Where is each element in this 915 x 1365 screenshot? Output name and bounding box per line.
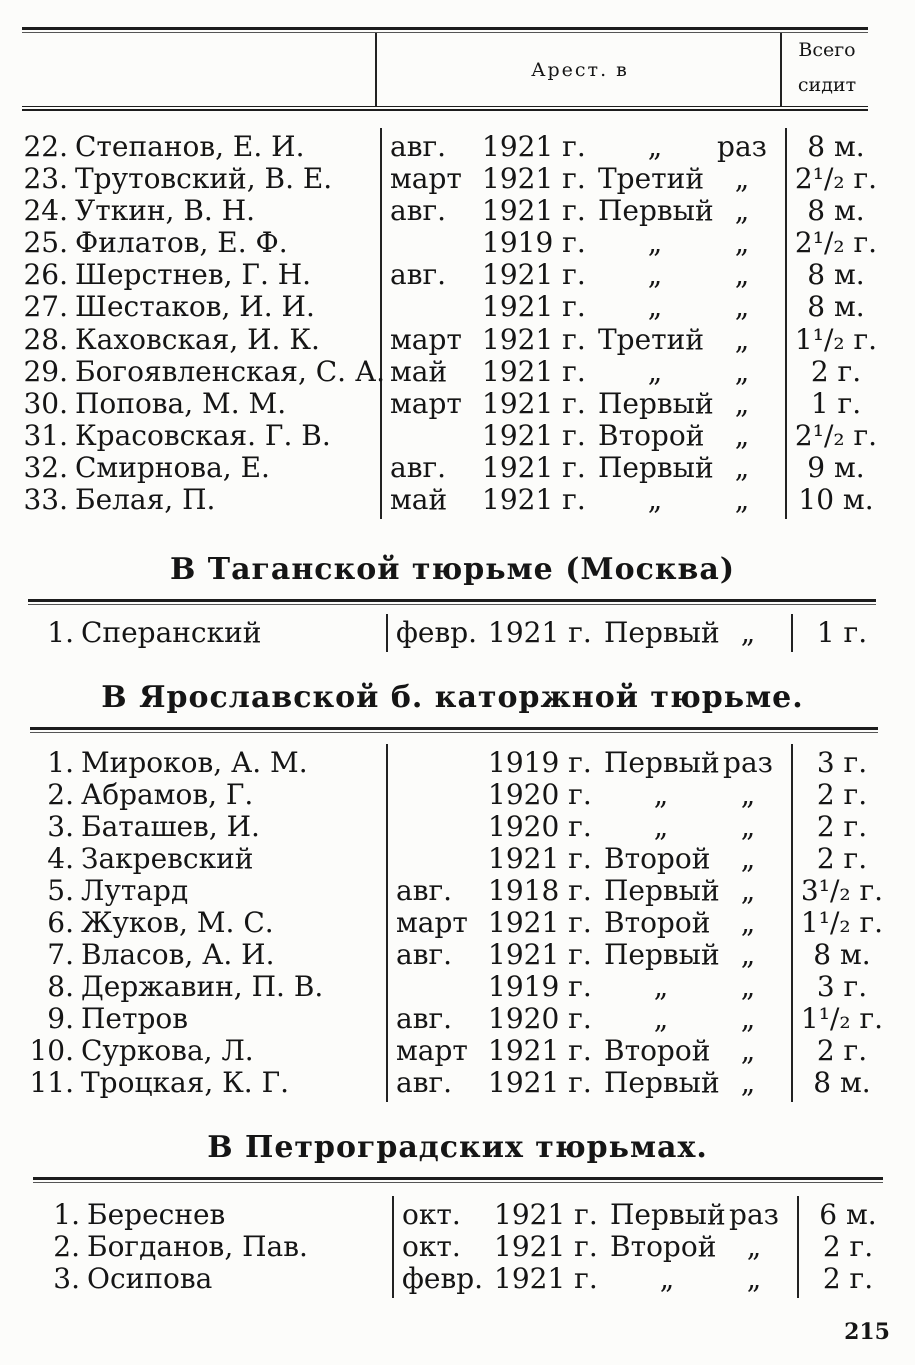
table-body <box>12 1199 902 1295</box>
column-divider <box>780 33 782 107</box>
cell-term: 2 г. <box>816 810 868 843</box>
cell-times: „ <box>740 1034 756 1067</box>
cell-year: 1921 г. <box>488 1066 592 1099</box>
cell-ordinal: „ <box>647 130 663 163</box>
cell-term: 1¹/₂ г. <box>800 1002 884 1035</box>
cell-ordinal: Первый <box>604 874 720 907</box>
cell-ordinal: „ <box>653 810 669 843</box>
cell-times: „ <box>740 938 756 971</box>
cell-times: „ <box>734 162 750 196</box>
cell-times: „ <box>740 874 756 907</box>
cell-num: 1. <box>53 1198 80 1231</box>
cell-year: 1921 г. <box>482 194 586 228</box>
cell-month: авг. <box>396 938 453 971</box>
cell-month: авг. <box>390 258 447 292</box>
cell-year: 1921 г. <box>482 418 586 452</box>
cell-term: 1 г. <box>816 616 868 649</box>
cell-ordinal: Первый <box>604 938 720 971</box>
cell-term: 1¹/₂ г. <box>794 322 878 356</box>
cell-num: 27. <box>23 290 68 324</box>
cell-month: авг. <box>390 450 447 484</box>
cell-month: май <box>390 354 448 388</box>
cell-ordinal: Третий <box>598 162 704 196</box>
horizontal-rule <box>28 599 876 602</box>
cell-times: „ <box>746 1230 762 1263</box>
horizontal-rule <box>28 604 876 605</box>
cell-name: Петров <box>81 1002 189 1035</box>
section-heading: В Петроградских тюрьмах. <box>207 1130 708 1165</box>
cell-year: 1921 г. <box>488 906 592 939</box>
table-row <box>0 452 890 484</box>
cell-term: 2 г. <box>816 1034 868 1067</box>
cell-name: Лутард <box>81 874 189 907</box>
cell-num: 26. <box>23 258 68 292</box>
table-row <box>6 811 896 843</box>
cell-term: 8 м. <box>807 194 865 228</box>
cell-ordinal: „ <box>653 970 669 1003</box>
cell-times: раз <box>717 130 767 163</box>
cell-num: 2. <box>53 1230 80 1263</box>
table-body <box>6 747 896 1099</box>
cell-year: 1921 г. <box>488 1034 592 1067</box>
cell-num: 23. <box>23 162 68 196</box>
cell-ordinal: Первый <box>598 194 714 228</box>
cell-term: 2 г. <box>822 1262 874 1295</box>
table-row <box>6 747 896 779</box>
cell-term: 1¹/₂ г. <box>800 906 884 939</box>
cell-num: 9. <box>47 1002 74 1035</box>
cell-ordinal: „ <box>647 483 663 517</box>
cell-num: 22. <box>23 130 68 163</box>
cell-term: 8 м. <box>807 130 865 163</box>
cell-num: 5. <box>47 874 74 907</box>
cell-times: „ <box>734 418 750 452</box>
cell-year: 1921 г. <box>482 258 586 292</box>
cell-num: 31. <box>23 418 68 452</box>
cell-month: март <box>390 162 462 196</box>
cell-times: „ <box>740 906 756 939</box>
table-row <box>0 227 890 259</box>
cell-name: Закревский <box>81 842 254 875</box>
cell-times: „ <box>734 290 750 324</box>
cell-times: „ <box>740 970 756 1003</box>
cell-name: Шестаков, И. И. <box>75 290 315 324</box>
cell-year: 1920 г. <box>488 1002 592 1035</box>
horizontal-rule <box>33 1177 883 1180</box>
table-row <box>0 420 890 452</box>
cell-year: 1919 г. <box>488 970 592 1003</box>
cell-ordinal: „ <box>653 1002 669 1035</box>
cell-term: 2 г. <box>816 842 868 875</box>
cell-term: 9 м. <box>807 450 865 484</box>
table-row <box>6 875 896 907</box>
cell-name: Смирнова, Е. <box>75 450 270 484</box>
cell-year: 1921 г. <box>482 354 586 388</box>
cell-num: 4. <box>47 842 74 875</box>
cell-times: раз <box>723 746 773 779</box>
cell-num: 32. <box>23 450 68 484</box>
cell-term: 2¹/₂ г. <box>794 226 878 260</box>
cell-times: „ <box>740 1002 756 1035</box>
total-column-header: сидит <box>797 74 857 96</box>
cell-month: авг. <box>390 194 447 228</box>
cell-name: Мироков, А. М. <box>81 746 308 779</box>
cell-ordinal: „ <box>653 778 669 811</box>
section-heading: В Ярославской б. каторжной тюрьме. <box>101 680 804 715</box>
cell-term: 1 г. <box>810 386 862 420</box>
cell-num: 25. <box>23 226 68 260</box>
cell-month: авг. <box>396 1066 453 1099</box>
cell-times: „ <box>740 778 756 811</box>
table-row <box>0 131 890 163</box>
cell-month: авг. <box>390 130 447 163</box>
horizontal-rule <box>30 727 878 730</box>
cell-num: 3. <box>47 810 74 843</box>
cell-name: Власов, А. И. <box>81 938 275 971</box>
cell-term: 2¹/₂ г. <box>794 418 878 452</box>
cell-times: „ <box>740 1066 756 1099</box>
cell-year: 1921 г. <box>482 386 586 420</box>
cell-name: Баташев, И. <box>81 810 260 843</box>
cell-name: Попова, М. М. <box>75 386 287 420</box>
cell-ordinal: Первый <box>604 746 720 779</box>
table-row <box>6 1003 896 1035</box>
cell-ordinal: Второй <box>604 842 711 875</box>
cell-term: 8 м. <box>807 258 865 292</box>
cell-year: 1921 г. <box>488 938 592 971</box>
cell-ordinal: Второй <box>610 1230 717 1263</box>
table-row <box>6 843 896 875</box>
cell-name: Троцкая, К. Г. <box>81 1066 290 1099</box>
cell-month: окт. <box>402 1230 461 1263</box>
cell-year: 1918 г. <box>488 874 592 907</box>
cell-month: март <box>396 906 468 939</box>
cell-month: окт. <box>402 1198 461 1231</box>
horizontal-rule <box>22 106 868 107</box>
horizontal-rule <box>22 109 868 111</box>
cell-name: Белая, П. <box>75 483 216 517</box>
cell-ordinal: Первый <box>598 386 714 420</box>
cell-month: февр. <box>396 616 478 649</box>
cell-ordinal: Первый <box>610 1198 726 1231</box>
horizontal-rule <box>22 27 868 30</box>
cell-times: „ <box>740 616 756 649</box>
cell-num: 28. <box>23 322 68 356</box>
total-column-header: Всего <box>798 39 856 61</box>
cell-times: раз <box>729 1198 779 1231</box>
cell-term: 8 м. <box>813 1066 871 1099</box>
cell-ordinal: Третий <box>598 322 704 356</box>
table-row <box>0 291 890 323</box>
cell-name: Абрамов, Г. <box>81 778 254 811</box>
cell-term: 8 м. <box>813 938 871 971</box>
cell-name: Трутовский, В. Е. <box>75 162 333 196</box>
cell-year: 1921 г. <box>482 450 586 484</box>
table-row <box>0 259 890 291</box>
table-row <box>0 324 890 356</box>
cell-term: 3 г. <box>816 746 868 779</box>
section-heading: В Таганской тюрьме (Москва) <box>169 552 736 587</box>
table-body <box>0 131 890 516</box>
cell-times: „ <box>734 354 750 388</box>
cell-name: Сперанский <box>81 616 262 649</box>
cell-term: 10 м. <box>798 483 874 517</box>
table-row <box>0 163 890 195</box>
cell-year: 1921 г. <box>482 290 586 324</box>
table-body <box>6 617 896 649</box>
cell-year: 1919 г. <box>488 746 592 779</box>
page-number: 215 <box>844 1319 890 1345</box>
table-row <box>0 388 890 420</box>
cell-ordinal: „ <box>647 258 663 292</box>
cell-ordinal: Второй <box>604 1034 711 1067</box>
cell-month: авг. <box>396 874 453 907</box>
cell-num: 30. <box>23 386 68 420</box>
table-row <box>6 971 896 1003</box>
cell-num: 10. <box>29 1034 74 1067</box>
cell-times: „ <box>734 194 750 228</box>
arrest-column-header: Арест. в <box>531 59 629 81</box>
cell-name: Уткин, В. Н. <box>75 194 256 228</box>
table-row <box>6 1067 896 1099</box>
cell-term: 3¹/₂ г. <box>800 874 884 907</box>
cell-times: „ <box>734 322 750 356</box>
horizontal-rule <box>30 732 878 733</box>
cell-num: 29. <box>23 354 68 388</box>
cell-ordinal: Первый <box>604 616 720 649</box>
cell-name: Береснев <box>87 1198 226 1231</box>
cell-num: 7. <box>47 938 74 971</box>
cell-name: Каховская, И. К. <box>75 322 320 356</box>
cell-month: май <box>390 483 448 517</box>
table-row <box>12 1263 902 1295</box>
cell-year: 1921 г. <box>488 616 592 649</box>
cell-num: 3. <box>53 1262 80 1295</box>
cell-year: 1919 г. <box>482 226 586 260</box>
cell-num: 1. <box>47 746 74 779</box>
cell-name: Красовская. Г. В. <box>75 418 331 452</box>
table-row <box>6 907 896 939</box>
cell-year: 1920 г. <box>488 778 592 811</box>
cell-ordinal: Второй <box>598 418 705 452</box>
cell-times: „ <box>740 810 756 843</box>
cell-year: 1921 г. <box>488 842 592 875</box>
cell-num: 24. <box>23 194 68 228</box>
cell-year: 1921 г. <box>482 162 586 196</box>
cell-term: 2 г. <box>810 354 862 388</box>
table-row <box>12 1199 902 1231</box>
cell-month: авг. <box>396 1002 453 1035</box>
table-row <box>6 617 896 649</box>
cell-term: 3 г. <box>816 970 868 1003</box>
cell-num: 11. <box>29 1066 74 1099</box>
cell-times: „ <box>740 842 756 875</box>
cell-times: „ <box>734 226 750 260</box>
cell-ordinal: Первый <box>604 1066 720 1099</box>
cell-name: Филатов, Е. Ф. <box>75 226 288 260</box>
cell-name: Степанов, Е. И. <box>75 130 305 163</box>
cell-month: март <box>390 386 462 420</box>
cell-year: 1920 г. <box>488 810 592 843</box>
cell-year: 1921 г. <box>494 1198 598 1231</box>
cell-num: 6. <box>47 906 74 939</box>
cell-times: „ <box>734 483 750 517</box>
table-row <box>6 779 896 811</box>
cell-times: „ <box>746 1262 762 1295</box>
cell-term: 2 г. <box>822 1230 874 1263</box>
cell-ordinal: „ <box>647 290 663 324</box>
cell-term: 2¹/₂ г. <box>794 162 878 196</box>
cell-name: Богоявленская, С. А. <box>75 354 386 388</box>
cell-ordinal: Первый <box>598 450 714 484</box>
cell-name: Державин, П. В. <box>81 970 324 1003</box>
cell-name: Шерстнев, Г. Н. <box>75 258 312 292</box>
cell-year: 1921 г. <box>482 322 586 356</box>
cell-num: 2. <box>47 778 74 811</box>
cell-year: 1921 г. <box>482 483 586 517</box>
cell-num: 1. <box>47 616 74 649</box>
table-row <box>0 356 890 388</box>
cell-num: 8. <box>47 970 74 1003</box>
cell-year: 1921 г. <box>494 1262 598 1295</box>
cell-year: 1921 г. <box>482 130 586 163</box>
cell-ordinal: „ <box>647 354 663 388</box>
cell-term: 6 м. <box>819 1198 877 1231</box>
cell-year: 1921 г. <box>494 1230 598 1263</box>
cell-times: „ <box>734 258 750 292</box>
horizontal-rule <box>33 1182 883 1183</box>
cell-month: март <box>390 322 462 356</box>
cell-times: „ <box>734 450 750 484</box>
table-row <box>12 1231 902 1263</box>
table-row <box>6 1035 896 1067</box>
cell-term: 8 м. <box>807 290 865 324</box>
cell-name: Жуков, М. С. <box>81 906 274 939</box>
cell-month: март <box>396 1034 468 1067</box>
cell-ordinal: „ <box>659 1262 675 1295</box>
cell-term: 2 г. <box>816 778 868 811</box>
table-row <box>0 484 890 516</box>
cell-name: Суркова, Л. <box>81 1034 254 1067</box>
horizontal-rule <box>22 32 868 33</box>
cell-name: Осипова <box>87 1262 213 1295</box>
cell-ordinal: Второй <box>604 906 711 939</box>
table-row <box>6 939 896 971</box>
cell-month: февр. <box>402 1262 484 1295</box>
table-row <box>0 195 890 227</box>
cell-num: 33. <box>23 483 68 517</box>
cell-name: Богданов, Пав. <box>87 1230 308 1263</box>
cell-ordinal: „ <box>647 226 663 260</box>
cell-times: „ <box>734 386 750 420</box>
column-divider <box>375 33 377 107</box>
